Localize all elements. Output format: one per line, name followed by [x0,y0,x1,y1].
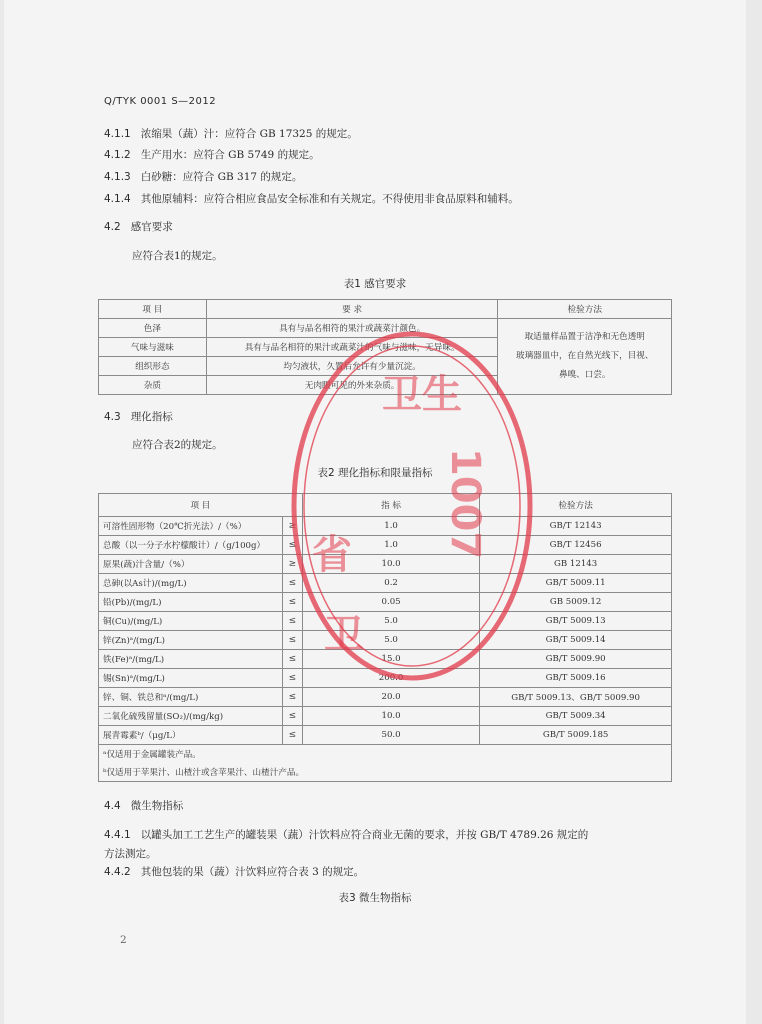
table-row [99,612,672,631]
t2-cell-op: ≤ [282,536,302,555]
clause-4-1-3: 4.1.3 白砂糖：应符合 GB 317 的规定。 [104,171,303,183]
table-row: 气味与滋味 具有与品名相符的果汁或蔬菜汁的气味与滋味，无异味。 [99,338,672,357]
table-row [99,726,672,745]
t2-cell-op: ≤ [282,650,302,669]
clause-4-1-1: 4.1.1 浓缩果（蔬）汁：应符合 GB 17325 的规定。 [104,128,358,140]
t2-cell-item: 锌(Zn)ᵃ/(mg/L) [99,631,283,650]
clause-4-1-2: 4.1.2 生产用水：应符合 GB 5749 的规定。 [104,149,320,161]
t2-cell-op: ≥ [282,517,302,536]
t2-cell-item: 总酸（以一分子水柠檬酸计）/（g/100g） [99,536,283,555]
table2-caption: 表2 理化指标和限量指标 [317,467,433,479]
t2-cell-item: 锌、铜、铁总和ᵃ/(mg/L) [99,688,283,707]
t2-cell-item: 展青霉素ᵇ/（μg/L） [99,726,283,745]
table-row [99,555,672,574]
t2-cell-value: 0.05 [302,593,479,612]
table-row [99,574,672,593]
t2-cell-method: GB 5009.12 [480,593,672,612]
table-row [99,650,672,669]
clause-4-1-4: 4.1.4 其他原辅料：应符合相应食品安全标准和有关规定。不得使用非食品原料和辅料。 [104,193,519,205]
t2-cell-value: 1.0 [302,517,479,536]
table-row [99,593,672,612]
t2-cell-value: 10.0 [302,555,479,574]
t2-cell-value: 5.0 [302,612,479,631]
t2-header-method: 检验方法 [480,494,672,517]
t2-cell-value: 20.0 [302,688,479,707]
t2-cell-method: GB/T 5009.14 [480,631,672,650]
table-row [99,707,672,726]
t2-cell-method: GB/T 12143 [480,517,672,536]
t2-cell-op: ≤ [282,707,302,726]
t2-cell-value: 0.2 [302,574,479,593]
table1-sensory [98,299,672,395]
table1-caption: 表1 感官要求 [343,278,407,290]
table-row [99,631,672,650]
table3-caption: 表3 微生物指标 [338,892,412,904]
t2-cell-op: ≤ [282,593,302,612]
section-heading-4-3: 4.3 理化指标 [104,411,173,423]
t2-cell-method: GB/T 5009.13 [480,612,672,631]
t2-cell-method: GB/T 5009.34 [480,707,672,726]
t2-cell-op: ≤ [282,688,302,707]
t2-cell-item: 铜(Cu)/(mg/L) [99,612,283,631]
table2-physicochemical [98,493,672,782]
t1-header-method: 检验方法 [498,300,672,319]
t2-cell-method: GB/T 5009.11 [480,574,672,593]
t2-cell-method: GB/T 5009.90 [480,650,672,669]
t2-cell-op: ≤ [282,574,302,593]
t2-cell-value: 50.0 [302,726,479,745]
section-heading-4-4: 4.4 微生物指标 [104,800,184,812]
table-row: 杂质 无肉眼可见的外来杂质。 [99,376,672,395]
t2-cell-value: 15.0 [302,650,479,669]
t2-cell-value: 200.0 [302,669,479,688]
t2-cell-value: 1.0 [302,536,479,555]
t2-cell-method: GB 12143 [480,555,672,574]
table-row [99,688,672,707]
t2-cell-item: 原果(蔬)汁含量/（%） [99,555,283,574]
t2-header-value: 指 标 [302,494,479,517]
seal-center-text: 1007 [442,448,488,560]
table-row [99,669,672,688]
t2-cell-op: ≤ [282,631,302,650]
table-row: 色泽 具有与品名相符的果汁或蔬菜汁颜色。 取适量样品置于洁净和无色透明 玻璃器皿中，在自然光线下，目视、 鼻嗅、口尝。 [99,319,672,338]
t1-method-cell: 取适量样品置于洁净和无色透明 玻璃器皿中，在自然光线下，目视、 鼻嗅、口尝。 [498,319,672,395]
t2-cell-op: ≤ [282,726,302,745]
t2-header-item: 项 目 [99,494,303,517]
section-heading-4-2: 4.2 感官要求 [104,221,173,233]
standard-code: Q/TYK 0001 S—2012 [104,96,217,107]
page-number: 2 [120,934,127,946]
t2-cell-item: 铅(Pb)/(mg/L) [99,593,283,612]
seal-left-text: 省 [312,532,352,578]
t2-cell-item: 锡(Sn)ᵃ/(mg/L) [99,669,283,688]
t2-cell-op: ≤ [282,669,302,688]
t1-header-req: 要 求 [206,300,498,319]
t2-cell-op: ≤ [282,612,302,631]
t2-cell-method: GB/T 5009.16 [480,669,672,688]
clause-4-4-2: 4.4.2 其他包装的果（蔬）汁饮料应符合表 3 的规定。 [104,866,365,878]
seal-top-text: 卫生 [382,372,462,418]
t2-cell-op: ≥ [282,555,302,574]
section-4-2-text: 应符合表1的规定。 [132,250,223,262]
t2-cell-method: GB/T 5009.13、GB/T 5009.90 [480,688,672,707]
table-row [99,536,672,555]
t2-cell-value: 5.0 [302,631,479,650]
clause-4-4-1-cont: 方法测定。 [104,848,157,860]
t1-header-item: 项 目 [99,300,207,319]
clause-4-4-1: 4.4.1 以罐头加工工艺生产的罐装果（蔬）汁饮料应符合商业无菌的要求，并按 GB/T 4789.26 规定的 [104,829,589,841]
t2-note-a: ᵃ仅适用于金属罐装产品。 [99,745,672,764]
t2-cell-item: 可溶性固形物（20℃折光法）/（%） [99,517,283,536]
t2-note-b: ᵇ仅适用于苹果汁、山楂汁或含苹果汁、山楂汁产品。 [99,763,672,782]
t2-cell-method: GB/T 12456 [480,536,672,555]
t2-cell-method: GB/T 5009.185 [480,726,672,745]
table-row [99,517,672,536]
table-row: 组织形态 均匀液状，久置后允许有少量沉淀。 [99,357,672,376]
seal-bottom-text: 卫 [324,612,364,658]
t2-cell-item: 总砷(以As计)/(mg/L) [99,574,283,593]
document-page [4,0,746,1024]
t2-cell-value: 10.0 [302,707,479,726]
section-4-3-text: 应符合表2的规定。 [132,439,223,451]
t2-cell-item: 二氧化硫残留量(SO₂)/(mg/kg) [99,707,283,726]
t2-cell-item: 铁(Fe)ᵃ/(mg/L) [99,650,283,669]
